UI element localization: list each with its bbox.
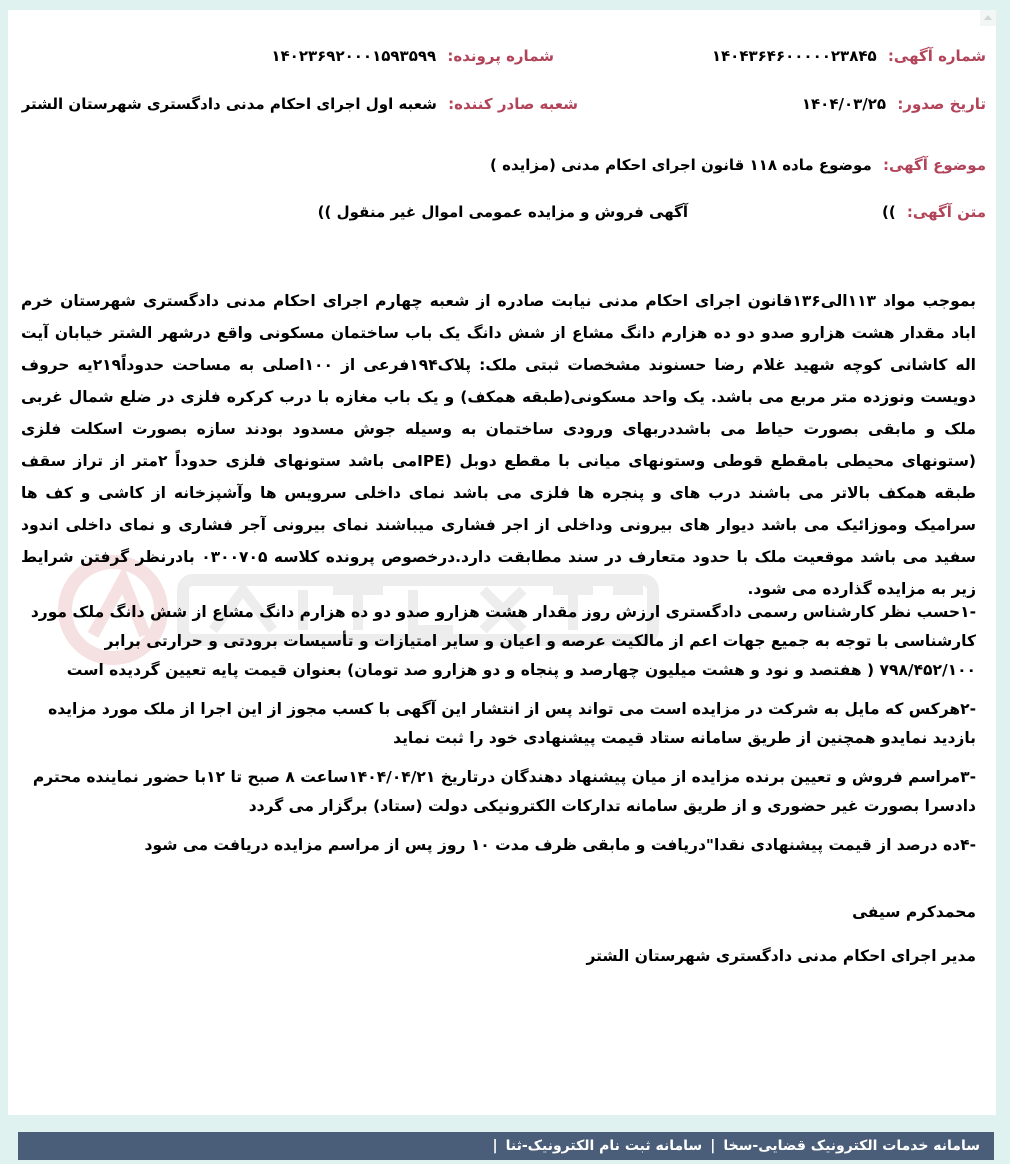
- notice-title: آگهی فروش و مزایده عمومی اموال غیر منقول )): [317, 203, 688, 221]
- notice-body: [21, 285, 976, 605]
- case-number: ۱۴۰۲۳۶۹۲۰۰۰۱۵۹۳۵۹۹: [271, 47, 437, 65]
- notice-text-open: )): [881, 203, 896, 221]
- condition-item-1: -۱حسب نظر کارشناس رسمی دادگستری ارزش روز مقدار هشت هزارو صدو دو ده هزارم دانگ مشاع از شش دانگ ملک مورد کارشناسی با توجه به جمیع جهات اعم از مالکیت عرصه و اعیان و سایر امتیازات و تأسیسات برودتی و حرارتی برابر ۷۹۸/۴۵۲/۱۰۰ ( هفتصد و نود و هشت میلیون چهارصد و پنجاه و دو هزارو صد تومان) بعنوان قیمت پایه تعیین گردیده است: [30, 603, 976, 679]
- notice-panel: [8, 10, 1002, 1115]
- issuing-branch-label: شعبه صادر کننده:: [448, 95, 578, 113]
- conditions-list: [21, 598, 976, 870]
- condition-item-4: -۴ده درصد از قیمت پیشنهادی نقدا"دریافت و مابقی ظرف مدت ۱۰ روز پس از مراسم مزایده دریافت می شود: [144, 836, 976, 854]
- signer-name: محمدکرم سیفی: [852, 903, 976, 921]
- notice-text-row: [882, 203, 986, 221]
- notice-number-label: شماره آگهی:: [887, 47, 986, 65]
- condition-item-2: -۲هرکس که مایل به شرکت در مزایده است می تواند پس از انتشار این آگهی با کسب مجوز از این اجرا از ملک مورد مزایده بازدید نمایدو همچنین از طریق سامانه ستاد قیمت پیشنهادی خود را ثبت نماید: [48, 700, 976, 747]
- notice-number: ۱۴۰۴۳۶۴۶۰۰۰۰۰۲۳۸۴۵: [711, 47, 877, 65]
- issue-date: ۱۴۰۴/۰۳/۲۵: [801, 95, 887, 113]
- case-number-row: [271, 47, 554, 65]
- notice-text-label: متن آگهی:: [906, 203, 986, 221]
- issuing-branch: شعبه اول اجرای احکام مدنی دادگستری شهرستان الشتر: [21, 95, 437, 113]
- footer-end-separator: |: [492, 1138, 498, 1154]
- body-paragraph: بموجب مواد ۱۱۳الی۱۳۶قانون اجرای احکام مدنی نیابت صادره از شعبه چهارم اجرای احکام مدنی دادگستری شهرستان خرم اباد مقدار هشت هزارو صدو دو ده هزارم دانگ مشاع از شش دانگ یک باب ساختمان مسکونی واقع درشهر الشتر خیابان آیت اله کاشانی کوچه شهید غلام رضا حسنوند مشخصات ثبتی ملک: پلاک۱۹۴فرعی از ۱۰۰اصلی به مساحت حدوداً۲۱۹یه حروف دویست ونوزده متر مربع می باشد. یک واحد مسکونی(طبقه همکف) و یک باب مغازه با درب کرکره فلزی در ضلع شمال غربی ملک و مابقی بصورت حیاط می باشددربهای ورودی ساختمان به وسیله جوش مسدود بودند سازه بصورت اسکلت فلزی (ستونهای محیطی بامقطع قوطی وستونهای میانی با مقطع دوبل (IPEمی باشد ستونهای فلزی حدوداً ۲متر از تراز سقف طبقه همکف بالاتر می باشند درب های و پنجره ها فلزی می باشد نمای داخلی سرویس ها وآشپزخانه از کاشی و کف ها سرامیک وموزائیک می باشد دیوار های بیرونی وداخلی از اجر فشاری میباشند نمای بیرونی آجر فشاری و نمای داخلی اندود سفید می باشد موقعیت ملک با حدود متعارف در سند مطابقت دارد.درخصوص پرونده کلاسه ۰۳۰۰۷۰۵ بادرنظر گرفتن شرایط زیر به مزایده گذارده می شود.: [21, 292, 977, 598]
- case-number-label: شماره پرونده:: [447, 47, 554, 65]
- footer-bar: [18, 1132, 994, 1160]
- footer-link-sana[interactable]: سامانه ثبت نام الکترونیک-ثنا: [505, 1138, 703, 1154]
- issuing-branch-row: [22, 95, 578, 113]
- footer-link-sakha[interactable]: سامانه خدمات الکترونیک قضایی-سخا: [723, 1138, 980, 1154]
- footer-separator: |: [710, 1138, 716, 1154]
- notice-title-row: [318, 203, 694, 221]
- subject-row: [490, 156, 986, 174]
- signer-title: مدیر اجرای احکام مدنی دادگستری شهرستان الشتر: [586, 947, 976, 965]
- subject-label: موضوع آگهی:: [882, 156, 986, 174]
- scroll-up-arrow-icon[interactable]: [980, 10, 996, 26]
- condition-item-3: -۳مراسم فروش و تعیین برنده مزایده از میان پیشنهاد دهندگان درتاریخ ۱۴۰۴/۰۴/۲۱ساعت ۸ صبح تا ۱۲با حضور نماینده محترم دادسرا بصورت غیر حضوری و از طریق سامانه تدارکات الکترونیکی دولت (ستاد) برگزار می گردد: [32, 768, 976, 815]
- subject: موضوع ماده ۱۱۸ قانون اجرای احکام مدنی (مزایده ): [490, 156, 872, 174]
- issue-date-label: تاریخ صدور:: [897, 95, 986, 113]
- notice-number-row: [712, 47, 986, 65]
- issue-date-row: [802, 95, 986, 113]
